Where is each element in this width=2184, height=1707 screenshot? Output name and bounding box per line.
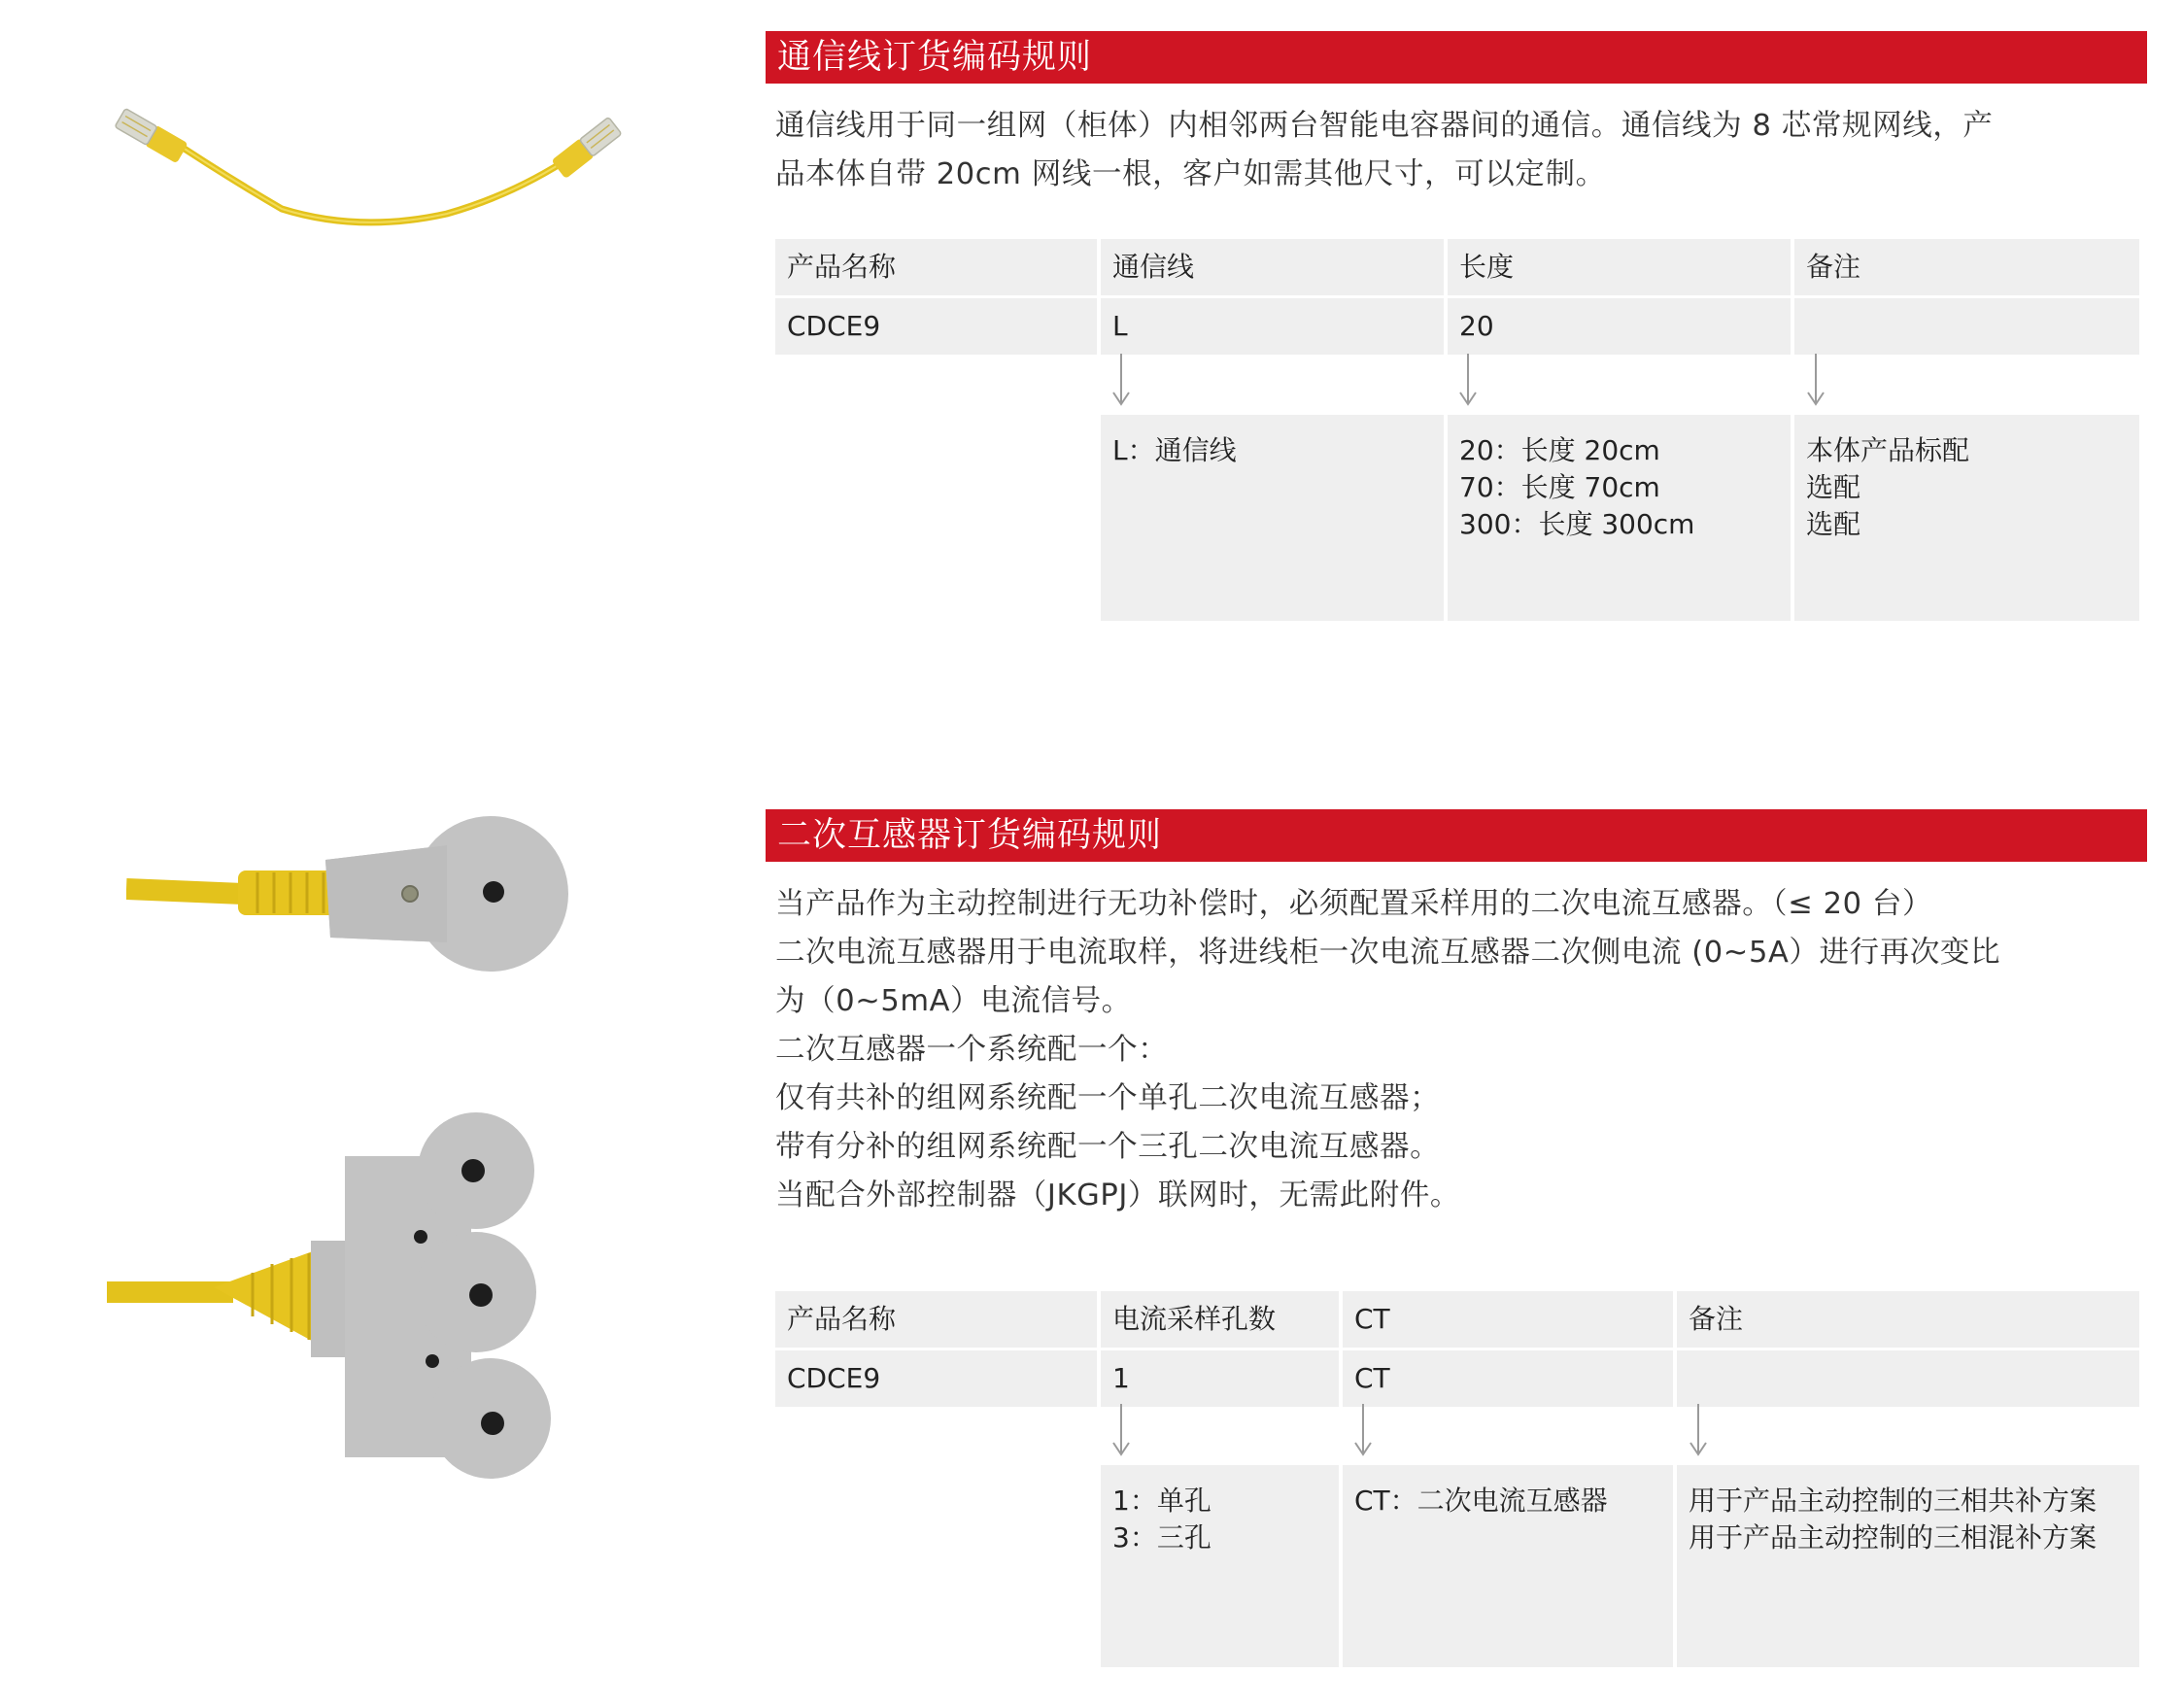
detail-line: 20：长度 20cm [1459,434,1660,466]
down-arrow-icon [1687,1402,1710,1460]
down-arrow-icon [1804,352,1827,410]
single-hole-ct-image [126,806,583,981]
description-line: 带有分补的组网系统配一个三孔二次电流互感器。 [775,1130,1441,1164]
detail-line: 70：长度 70cm [1459,471,1660,503]
description-line: 当配合外部控制器（JKGPJ）联网时，无需此附件。 [775,1178,1461,1212]
section2-description [775,880,2131,1220]
table1-header-remarks: 备注 [1794,239,2139,295]
table1-cell-remarks [1794,298,2139,355]
table2-header-hole-count: 电流采样孔数 [1101,1291,1339,1348]
section1-title: 通信线订货编码规则 [766,31,2147,84]
table2-cell-hole-count: 1 [1101,1350,1339,1407]
table2-cell-product: CDCE9 [775,1350,1097,1407]
table1-header-length: 长度 [1448,239,1791,295]
three-hole-ct-image [107,1112,583,1491]
description-line: 通信线用于同一组网（柜体）内相邻两台智能电容器间的通信。通信线为 8 芯常规网线，产 [775,109,1994,143]
table1-header-cable: 通信线 [1101,239,1444,295]
down-arrow-icon [1351,1402,1375,1460]
description-line: 仅有共补的组网系统配一个单孔二次电流互感器； [775,1081,1441,1115]
section2-title: 二次互感器订货编码规则 [766,809,2147,862]
detail-line: 1：单孔 [1112,1485,1211,1517]
description-line: 品本体自带 20cm 网线一根，客户如需其他尺寸，可以定制。 [775,157,1606,191]
table2-header-ct: CT [1343,1291,1673,1348]
detail-line: 选配 [1806,508,1861,540]
table2-header-remarks: 备注 [1677,1291,2139,1348]
table2-detail-hole-count [1101,1465,1339,1667]
table2-cell-ct: CT [1343,1350,1673,1407]
down-arrow-icon [1109,1402,1133,1460]
detail-line: 3：三孔 [1112,1521,1211,1553]
table1-cell-product: CDCE9 [775,298,1097,355]
detail-line: 300：长度 300cm [1459,508,1695,540]
detail-line: CT：二次电流互感器 [1354,1485,1608,1517]
table1-detail-cable [1101,415,1444,621]
table2-cell-remarks [1677,1350,2139,1407]
description-line: 当产品作为主动控制进行无功补偿时，必须配置采样用的二次电流互感器。（≤ 20 台） [775,887,1933,921]
detail-line: 本体产品标配 [1806,434,1970,466]
table1-cell-length: 20 [1448,298,1791,355]
detail-line: 用于产品主动控制的三相混补方案 [1689,1521,2098,1553]
table1-cell-cable: L [1101,298,1444,355]
table1-detail-remarks [1794,415,2139,621]
section1-description [775,102,2131,199]
table2-detail-remarks [1677,1465,2139,1667]
detail-line: 用于产品主动控制的三相共补方案 [1689,1485,2098,1517]
table2-header-product-name: 产品名称 [775,1291,1097,1348]
down-arrow-icon [1109,352,1133,410]
description-line: 二次电流互感器用于电流取样，将进线柜一次电流互感器二次侧电流 (0~5A）进行再次变比 [775,936,2001,970]
detail-line: 选配 [1806,471,1861,503]
network-cable-image [107,107,631,243]
description-line: 为（0~5mA）电流信号。 [775,984,1132,1018]
table2-detail-ct [1343,1465,1673,1667]
description-line: 二次互感器一个系统配一个： [775,1033,1169,1067]
detail-line: L：通信线 [1112,434,1237,466]
table1-detail-length [1448,415,1791,621]
table1-header-product-name: 产品名称 [775,239,1097,295]
down-arrow-icon [1456,352,1480,410]
